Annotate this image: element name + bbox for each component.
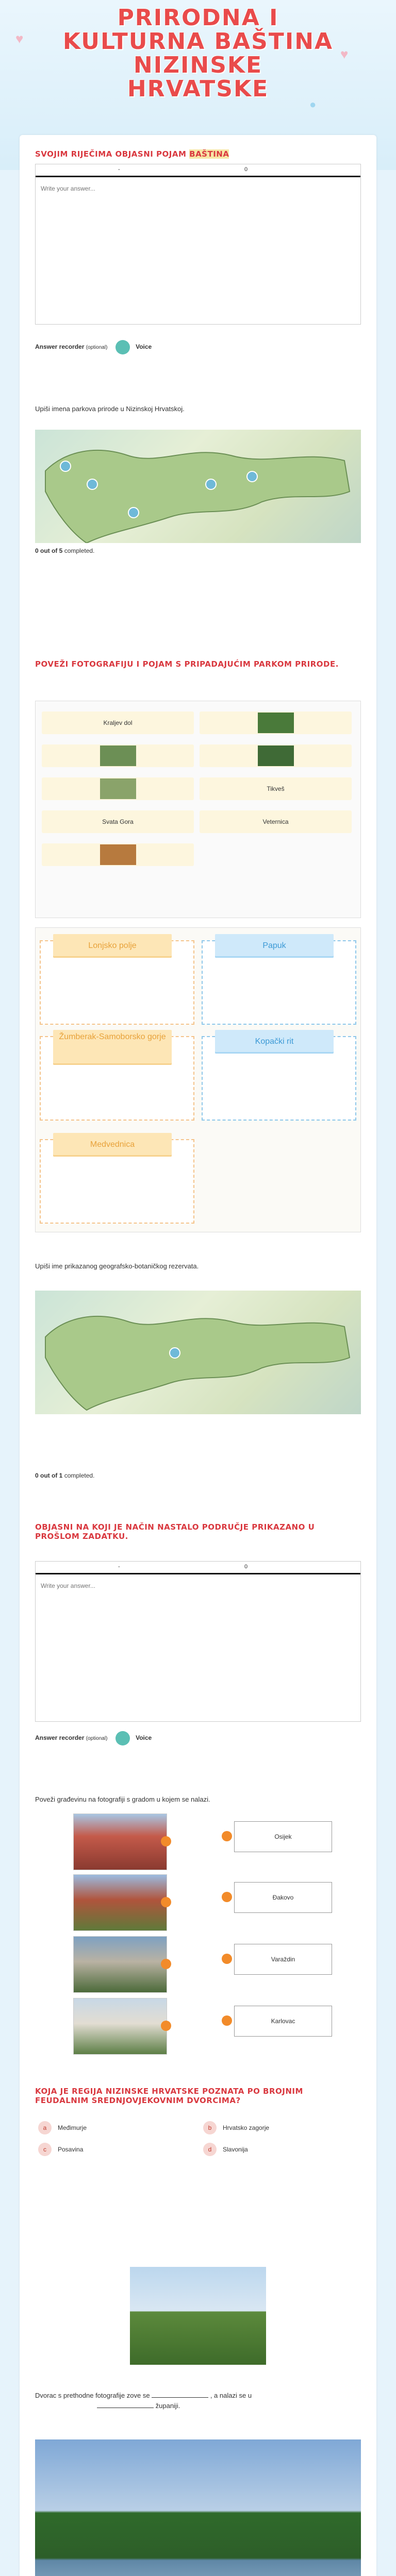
choice-text: Hrvatsko zagorje xyxy=(223,2124,270,2131)
category-label: Lonjsko polje xyxy=(53,934,172,958)
category-label: Kopački rit xyxy=(215,1030,334,1054)
pair-card[interactable] xyxy=(42,711,194,734)
pair-card[interactable] xyxy=(200,810,352,833)
answer-input[interactable] xyxy=(36,1577,360,1676)
match-handle[interactable] xyxy=(222,2015,232,2026)
pair-card[interactable] xyxy=(42,777,194,800)
city-option[interactable]: Karlovac xyxy=(234,2006,332,2037)
city-option[interactable]: Đakovo xyxy=(234,1882,332,1913)
category-box[interactable] xyxy=(40,1032,194,1121)
choice-letter: d xyxy=(203,2143,217,2156)
answer-recorder xyxy=(35,340,152,355)
multiple-choice xyxy=(35,2117,360,2179)
question-instruction: Upiši imena parkova prirode u Nizinskoj Hrvatskoj. xyxy=(35,405,185,413)
map-image[interactable] xyxy=(35,430,361,543)
categorize-area xyxy=(35,927,361,1232)
toolbar-item[interactable]: 0 xyxy=(244,1564,248,1570)
question-title: OBJASNI NA KOJI JE NAČIN NASTALO PODRUČJE PRIKAZANO U PROŠLOM ZADATKU. xyxy=(35,1522,315,1541)
voice-button[interactable]: Voice xyxy=(136,1734,152,1742)
score-suffix: completed. xyxy=(64,1472,95,1479)
heart-icon: ♥ xyxy=(15,31,24,46)
recorder-optional: (optional) xyxy=(86,345,108,351)
answer-input[interactable] xyxy=(36,180,360,279)
choice-letter: b xyxy=(203,2121,217,2134)
category-label: Žumberak-Samoborsko gorje xyxy=(53,1030,172,1065)
sentence-text: , a nalazi se u xyxy=(210,2392,252,2399)
building-photo[interactable] xyxy=(73,1814,167,1870)
photo-thumbnail xyxy=(258,713,294,733)
heart-icon: ♥ xyxy=(340,46,349,62)
category-label: Papuk xyxy=(215,934,334,958)
fill-in-sentence xyxy=(35,2391,360,2411)
microphone-icon[interactable] xyxy=(116,340,130,354)
question-instruction: Poveži građevinu na fotografiji s gradom u kojem se nalazi. xyxy=(35,1795,210,1803)
photo-thumbnail xyxy=(100,844,136,865)
question-title: KOJA JE REGIJA NIZINSKE HRVATSKE POZNATA PO BROJNIM FEUDALNIM SREDNJOVJEKOVNIM DVORCIMA? xyxy=(35,2087,303,2105)
pair-card[interactable] xyxy=(42,843,194,866)
question-title xyxy=(35,149,355,159)
choice-text: Slavonija xyxy=(223,2146,248,2153)
pair-card[interactable] xyxy=(200,711,352,734)
choice-letter: c xyxy=(38,2143,52,2156)
photo-thumbnail xyxy=(100,778,136,799)
map-pin[interactable] xyxy=(87,479,98,490)
answer-box xyxy=(35,1561,361,1722)
divider xyxy=(36,176,360,177)
city-option[interactable]: Varaždin xyxy=(234,1944,332,1975)
highlighted-word: BAŠTINA xyxy=(189,149,229,159)
card-label: Kraljev dol xyxy=(103,719,133,726)
pairing-area xyxy=(35,701,361,918)
toolbar-item[interactable]: - xyxy=(118,166,120,173)
question-text: SVOJIM RIJEČIMA OBJASNI POJAM xyxy=(35,149,190,159)
score-text xyxy=(35,1472,94,1479)
toolbar-item[interactable]: - xyxy=(118,1564,120,1570)
score-text xyxy=(35,547,94,554)
title-line: PRIRODNA I xyxy=(117,5,279,31)
pair-card[interactable] xyxy=(200,777,352,800)
match-handle[interactable] xyxy=(222,1831,232,1841)
category-box[interactable] xyxy=(40,940,194,1025)
question-instruction: Upiši ime prikazanog geografsko-botaničkog rezervata. xyxy=(35,1262,199,1270)
card-label: Veternica xyxy=(262,818,289,825)
toolbar-item[interactable]: 0 xyxy=(244,166,248,173)
choice-text: Posavina xyxy=(58,2146,84,2153)
format-toolbar[interactable] xyxy=(36,164,360,177)
map-pin[interactable] xyxy=(246,471,258,482)
choice-letter: a xyxy=(38,2121,52,2134)
score-value: 0 out of 5 xyxy=(35,547,63,554)
map-pin[interactable] xyxy=(169,1347,180,1359)
match-handle[interactable] xyxy=(161,1836,171,1846)
voice-button[interactable]: Voice xyxy=(136,343,152,351)
answer-box xyxy=(35,164,361,325)
croatia-map-shape xyxy=(35,430,361,543)
category-label: Medvednica xyxy=(53,1133,172,1157)
title-line: NIZINSKE xyxy=(133,52,263,78)
castle-lake-photo xyxy=(35,2439,361,2576)
choice-option[interactable] xyxy=(200,2139,355,2160)
match-handle[interactable] xyxy=(161,1959,171,1969)
page-title xyxy=(0,6,396,101)
match-handle[interactable] xyxy=(222,1892,232,1902)
building-photo[interactable] xyxy=(73,1936,167,1993)
card-label: Svata Gora xyxy=(102,818,134,825)
card-label: Tikveš xyxy=(267,785,285,792)
category-box[interactable] xyxy=(202,940,356,1025)
castle-photo xyxy=(130,2267,266,2365)
match-handle[interactable] xyxy=(222,1954,232,1964)
category-box[interactable] xyxy=(202,1036,356,1121)
category-box[interactable] xyxy=(40,1139,194,1224)
score-value: 0 out of 1 xyxy=(35,1472,63,1479)
title-line: KULTURNA BAŠTINA xyxy=(62,28,334,55)
choice-option[interactable] xyxy=(200,2117,355,2138)
format-toolbar[interactable] xyxy=(36,1562,360,1574)
sentence-text: Dvorac s prethodne fotografije zove se xyxy=(35,2392,150,2399)
recorder-optional: (optional) xyxy=(86,1736,108,1742)
pair-card[interactable] xyxy=(42,810,194,833)
photo-thumbnail xyxy=(100,745,136,766)
matching-area xyxy=(35,1808,360,2066)
question-title: POVEŽI FOTOGRAFIJU I POJAM S PRIPADAJUĆIM PARKOM PRIRODE. xyxy=(35,659,339,669)
score-suffix: completed. xyxy=(64,547,95,554)
answer-recorder xyxy=(35,1731,152,1747)
match-handle[interactable] xyxy=(161,1897,171,1907)
title-line: HRVATSKE xyxy=(127,76,269,102)
microphone-icon[interactable] xyxy=(116,1731,130,1745)
photo-thumbnail xyxy=(258,745,294,766)
recorder-label: Answer recorder xyxy=(35,1734,85,1742)
balloon-icon: ● xyxy=(309,98,317,111)
choice-option[interactable] xyxy=(35,2117,190,2138)
pair-card[interactable] xyxy=(42,744,194,767)
city-option[interactable]: Osijek xyxy=(234,1821,332,1852)
croatia-map-shape xyxy=(35,1291,361,1414)
match-handle[interactable] xyxy=(161,2021,171,2031)
map-pin[interactable] xyxy=(128,507,139,518)
recorder-label: Answer recorder xyxy=(35,343,85,351)
map-pin[interactable] xyxy=(60,461,71,472)
blank-input[interactable] xyxy=(152,2397,208,2398)
sentence-text: županiji. xyxy=(155,2402,180,2410)
choice-text: Međimurje xyxy=(58,2124,87,2131)
map-image[interactable] xyxy=(35,1291,361,1414)
building-photo[interactable] xyxy=(73,1874,167,1931)
divider xyxy=(36,1573,360,1574)
building-photo[interactable] xyxy=(73,1998,167,2055)
choice-option[interactable] xyxy=(35,2139,190,2160)
pair-card[interactable] xyxy=(200,744,352,767)
map-pin[interactable] xyxy=(205,479,217,490)
